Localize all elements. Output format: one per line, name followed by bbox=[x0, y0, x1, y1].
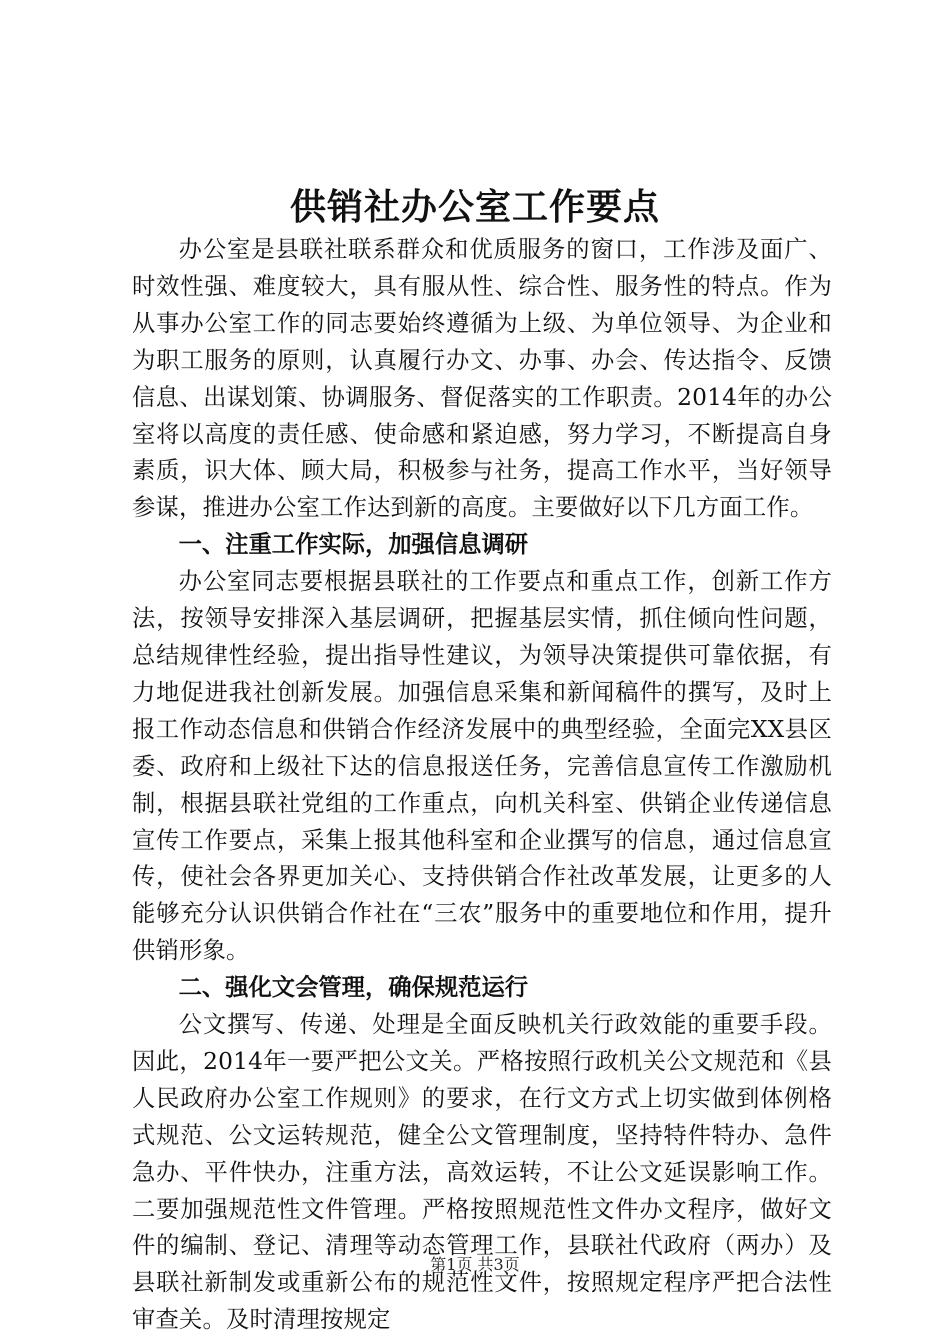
section-1-heading: 一、注重工作实际，加强信息调研 bbox=[178, 531, 529, 559]
page-number-footer: 第1页 共3页 bbox=[430, 1255, 520, 1274]
intro-paragraph: 办公室是县联社联系群众和优质服务的窗口，工作涉及面广、时效性强、难度较大，具有服从性、综合性、服务性的特点。作为从事办公室工作的同志要始终遵循为上级、为单位领导、为企业和为职工服务的原则，认真履行办文、办事、办会、传达指令、反馈信息、出谋划策、协调服务、督促落实的工作职责。2014年的办公室将以高度的责任感、使命感和紧迫感，努力学习，不断提高自身素质，识大体、顾大局，积极参与社务，提高工作水平，当好领导参谋，推进办公室工作达到新的高度。主要做好以下几方面工作。 bbox=[132, 236, 832, 522]
document-title: 供销社办公室工作要点 bbox=[289, 186, 660, 228]
section-2-heading: 二、强化文会管理，确保规范运行 bbox=[178, 974, 529, 1002]
document-body bbox=[132, 232, 832, 1339]
section-1-paragraph: 办公室同志要根据县联社的工作要点和重点工作，创新工作方法，按领导安排深入基层调研，把握基层实情，抓住倾向性问题，总结规律性经验，提出指导性建议，为领导决策提供可靠依据，有力地促进我社创新发展。加强信息采集和新闻稿件的撰写，及时上报工作动态信息和供销合作经济发展中的典型经验，全面完XX县区委、政府和上级社下达的信息报送任务，完善信息宣传工作激励机制，根据县联社党组的工作重点，向机关科室、供销企业传递信息宣传工作要点，采集上报其他科室和企业撰写的信息，通过信息宣传，使社会各界更加关心、支持供销合作社改革发展，让更多的人能够充分认识供销合作社在“三农”服务中的重要地位和作用，提升供销形象。 bbox=[132, 568, 832, 965]
section-2-paragraph: 公文撰写、传递、处理是全面反映机关行政效能的重要手段。因此，2014年一要严把公文关。严格按照行政机关公文规范和《县人民政府办公室工作规则》的要求，在行文方式上切实做到体例格式规范、公文运转规范，健全公文管理制度，坚持特件特办、急件急办、平件快办，注重方法，高效运转，不让公文延误影响工作。二要加强规范性文件管理。严格按照规范性文件办文程序，做好文件的编制、登记、清理等动态管理工作，县联社代政府（两办）及县联社新制发或重新公布的规范性文件，按照规定程序严把合法性审查关。及时清理按规定 bbox=[132, 1011, 832, 1334]
